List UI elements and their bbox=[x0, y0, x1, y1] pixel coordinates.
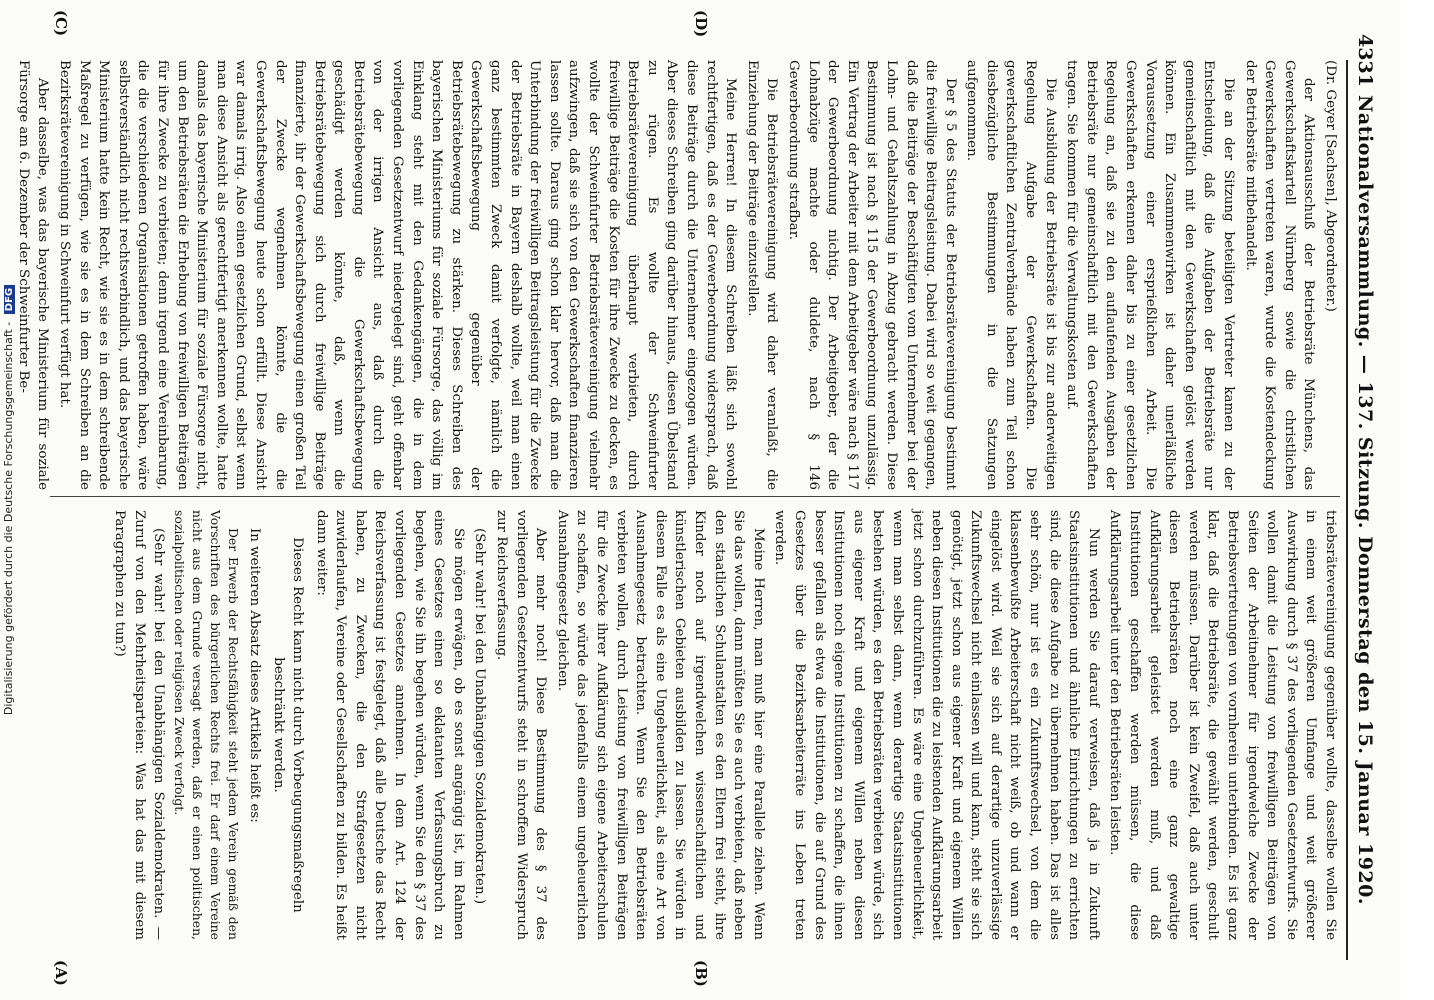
footer-credit-text: Digitalisierung gefördert durch die Deutsche Forschungsgemeinschaft - bbox=[2, 321, 15, 716]
margin-letter-c: (C) bbox=[52, 10, 70, 37]
left-text-column bbox=[15, 60, 1340, 490]
margin-letter-d: (D) bbox=[692, 10, 710, 38]
paragraph: In weiteren Absatz dieses Artikels heißt es: bbox=[246, 528, 262, 823]
paragraph: Nun werden Sie darauf verweisen, daß ja in Zukunft Staatsinstitutionen und ähnliche Einrichtungen zu errichten sind, die diese Aufgabe zu übernehmen haben. Das ist alles sehr schön, nur ist es ein Zukunftswechsel, von dem die klassenbewußte Arbeiterschaft nicht weiß, ob und wann er eingelöst wird. Weil sie sich auf derartige unzuverlässige Zukunftswechsel nicht einlassen will und kann, steht sie sich genötigt, jetzt schon aus eigener Kraft und eigenem Willen neben diesen Institutionen die zu leistenden Aufklärungsarbeit jetzt schon durchzuführen. Es wäre eine Ungeheuerlichkeit, wenn man selbst dann, wenn derartige Staatsinstitutionen bestehen würden, es den Betriebsräten verbieten würde, sich aus eigener Kraft und eigenem Willen neben diesen Institutionen noch eigene Institutionen zu schaffen, die ihnen besser gefallen als etwa die Institutionen, die auf Grund des Gesetzes über die Bezirksarbeiterräte ins Leben treten werden. bbox=[772, 510, 1101, 940]
page-header bbox=[1350, 20, 1378, 980]
paragraph: Die Betriebsrätevereinigung wird daher veranlaßt, die Einziehung der Beiträge einzustellen. bbox=[744, 60, 780, 490]
paragraph: Aber dasselbe, was das bayerische Ministerium für soziale Fürsorge am 6. Dezember der Schweinfurter Be- bbox=[15, 60, 51, 490]
right-text-column bbox=[40, 510, 1340, 940]
speaker-line: (Dr. Geyer [Sachsen], Abgeordneter.) bbox=[1323, 60, 1338, 312]
paragraph: (Sehr wahr! bei den Unabhängigen Sozialdemokraten.) bbox=[472, 528, 488, 905]
paragraph: Aber mehr noch! Diese Bestimmung des § 37 des vorliegenden Gesetzentwurfs steht in schroffem Widerspruch zur Reichsverfassung. bbox=[494, 510, 549, 940]
paragraph: Der § 5 des Statuts der Betriebsrätevereinigung bestimmt die freiwillige Beitragsleistung. Dabei wird so weit gegangen, daß die Beiträge der Beschäftigten vom Unternehmer bei der Lohn- und Gehaltszahlung in Abzug gebracht werden. Diese Bestimmung ist nach § 115 der Gewerbeordnung unzulässig. Ein Vertrag der Arbeiter mit dem Arbeitgeber wäre nach § 117 der Gewerbeordnung nichtig. Der Arbeitgeber, der die Lohnabzüge machte oder duldete, nach § 146 Gewerbeordnung strafbar. bbox=[785, 60, 958, 490]
margin-letter-a: (A) bbox=[52, 960, 70, 986]
paragraph: triebsrätevereinigung gegenüber wollte, dasselbe wollen Sie in einem weit größeren Umfange und weit größerer Auswirkung durch § 37 des vorliegenden Gesetzentwurfs. Sie wollen damit die Leistung von freiwilligen Beiträgen von Seiten der Arbeitnehmer für irgendwelche Zwecke der Betriebsvertretungen von vornherein unterbinden. Es ist ganz klar, daß die Betriebsräte, die gewählt werden, geschult werden müssen. Darüber ist kein Zweifel, daß auch unter diesen Betriebsräten noch eine ganz gewaltige Aufklärungsarbeit geleistet werden muß, und daß Institutionen geschaffen werden müssen, die diese Aufklärungsarbeit unter den Betriebsräten leisten. bbox=[1107, 510, 1338, 940]
paragraph: Die an der Sitzung beteiligten Vertreter kamen zu der Entscheidung, daß die Aufgaben der Betriebsräte nur gemeinschaftlich mit den Gewerkschaften gelöst werden können. Ein Zusammenwirken ist daher unerläßliche Voraussetzung einer ersprießlichen Arbeit. Die Gewerkschaften erkennen daher bis zu einer gesetzlichen Regelung an, daß sie zu den auflaufenden Ausgaben der Betriebsräte nur gemeinschaftlich mit den Gewerkschaften tragen. Sie kommen für die Verwaltungskosten auf. bbox=[1064, 60, 1237, 490]
margin-letter-b: (B) bbox=[692, 960, 710, 987]
column-divider bbox=[50, 496, 1340, 497]
header-rule bbox=[1346, 60, 1348, 960]
paragraph: Dieses Recht kann nicht durch Vorbeugungsmaßregeln beschränkt werden. bbox=[270, 537, 306, 913]
paragraph: Meine Herren, man muß hier eine Parallele ziehen. Wenn Sie das wollen, dann müßten Sie es auch verbieten, daß neben den staatlichen Schulanstalten es den Eltern frei steht, ihre Kinder noch auf irgendwelchen wissenschaftlichen und künstlerischen Gebieten ausbilden zu lassen. Sie würden in diesem Falle es als eine Ungeheuerlichkeit, als eine Art von Ausnahmegesetz betrachten. Wenn Sie den Betriebsräten verbieten wollen, durch Leistung von freiwilligen Beiträgen für die Zwecke ihrer Aufklärung sich eigene Arbeiterschulen zu schaffen, so würde das jedenfalls einem ungeheuerlichen Ausnahmegesetz gleichen. bbox=[554, 510, 766, 940]
paragraph: Die Ausbildung der Betriebsräte ist bis zur anderweitigen Regelung Aufgabe der Gewerkschaften. Die gewerkschaftlichen Zentralverbände haben zum Teil schon diesbezügliche Bestimmungen in die Satzungen aufgenommen. bbox=[964, 60, 1058, 490]
page-title: Nationalversammlung. — 137. Sitzung. Donnerstag den 15. Januar 1920. bbox=[1354, 95, 1376, 905]
page-number: 4331 bbox=[1354, 34, 1376, 87]
dfg-logo: DFG bbox=[4, 285, 15, 314]
paragraph: Der Erwerb der Rechtsfähigkeit steht jedem Verein gemäß den Vorschriften des bürgerlichen Rechts frei. Er darf einem Vereine nicht aus dem Grunde versagt werden, daß er einen politischen, sozialpolitischen oder religiösen Zweck verfolgt. bbox=[172, 510, 242, 940]
paragraph: (Sehr wahr! bei den Unabhängigen Sozialdemokraten. — Zuruf von den Mehrheitsparteien: Was hat das mit diesem Paragraphen zu tun?) bbox=[112, 510, 167, 940]
paragraph: der Aktionsausschuß der Betriebsräte Münchens, das Gewerkschaftskartell Nürnberg sowie die christlichen Gewerkschaften vertreten waren, wurde die Kostendeckung der Betriebsräte mitbehandelt. bbox=[1242, 60, 1317, 490]
paragraph: Sie mögen erwägen, ob es sonst angängig ist, im Rahmen eines Gesetzes einen so eklatanten Verfassungsbruch zu begehen, wie Sie ihn begehen würden, wenn Sie den § 37 des vorliegenden Gesetzes annehmen. In dem Art. 124 der Reichsverfassung ist festgelegt, daß alle Deutsche das Recht haben, zu Zwecken, die den Strafgesetzen nicht zuwiderlaufen, Vereine oder Gesellschaften zu bilden. Es heißt dann weiter: bbox=[313, 510, 466, 940]
paragraph: Meine Herren! In diesem Schreiben läßt sich sowohl rechtfertigen, daß es der Gewerbeordnung widersprach, daß diese Beiträge durch die Unternehmer eingezogen würden. Aber dieses Schreiben ging darüber hinaus, diesen Übelstand zu rügen. Es wollte der Schweinfurter Betriebsrätevereinigung überhaupt verbieten, durch freiwillige Beiträge die Kosten für ihre Zwecke zu decken, es wollte der Schweinfurter Betriebsrätevereinigung vielmehr aufzwingen, daß sie sich von den Gewerkschaften finanzieren lassen sollte. Daraus ging schon klar hervor, daß man die Unterbindung der freiwilligen Beitragsleistung für die Zwecke der Betriebsräte in Bayern deshalb wollte, weil man einen ganz bestimmten Zweck damit verfolgte, nämlich die Gewerkschaftsbewegung gegenüber der Betriebsrätebewegung zu stärken. Dieses Schreiben des bayerischen Ministeriums für soziale Fürsorge, das völlig im Einklang steht mit den Gedankengängen, die in dem vorliegenden Gesetzentwurf niedergelegt sind, geht offenbar von der irrigen Ansicht aus, daß durch die Betriebsrätebewegung die Gewerkschaftsbewegung geschädigt werden könnte, daß, wenn die Betriebsrätebewegung sich durch freiwillige Beiträge finanzierte, ihr der Gewerkschaftsbewegung einen großen Teil der Zwecke wegnehmen könnte, die die Gewerkschaftsbewegung heute schon erfüllt. Diese Ansicht war damals irrig. Also einen gesetzlichen Grund, selbst wenn man diese Ansicht als gerechtfertigt anerkennen wollte, hatte damals das bayerische Ministerium für soziale Fürsorge nicht, um den Betriebsräten die Erhebung von freiwilligen Beiträgen für ihre Zwecke zu verbieten; denn irgend eine Vereinbarung, die die verschiedenen Organisationen getroffen haben, wäre selbstverständlich nicht rechtsverbindlich, und das bayerische Ministerium hatte kein Recht, wie sie es in dem schreibende Maßregel zu verfügen, wie sie es in dem Schreiben an die Bezirksrätevereinigung in Schweinfurt verfügt hat. bbox=[57, 60, 739, 490]
